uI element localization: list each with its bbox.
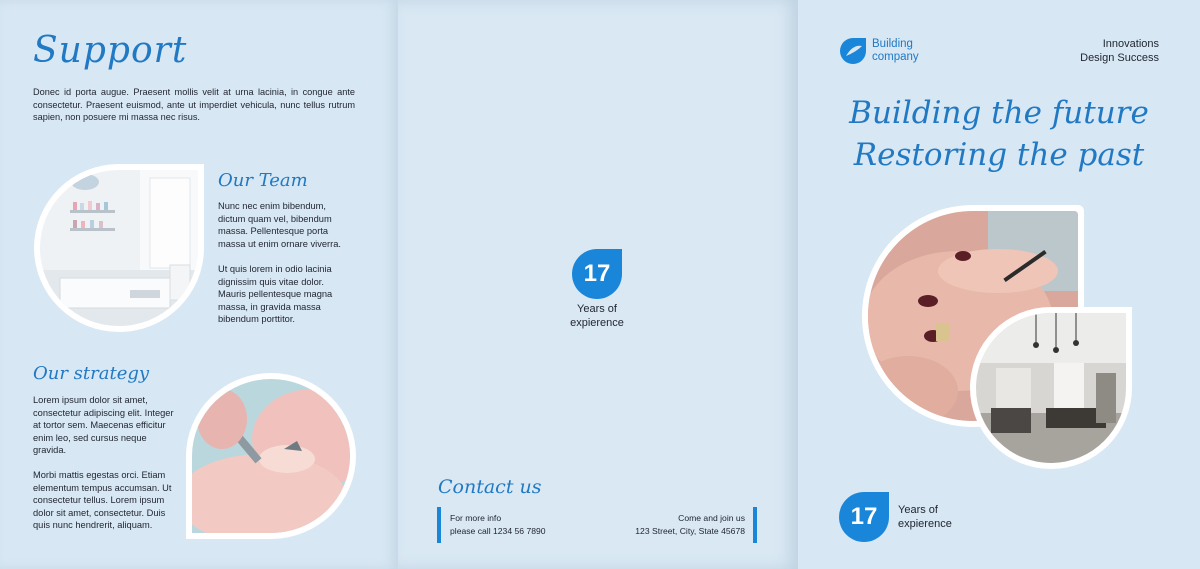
contact-address-line-2: 123 Street, City, State 45678 (635, 525, 745, 536)
hero-heading (798, 92, 1200, 176)
logo-text (872, 38, 919, 64)
contact-phone-line-2: please call 1234 56 7890 (450, 525, 546, 536)
contact-address-block (635, 512, 745, 537)
our-team-text-2: Ut quis lorem in odio lacinia dignissim quis vitae dolor. Mauris pellentesque magna massa, in gravida massa bibendum porttitor. (218, 264, 333, 324)
manicure-file-image (192, 379, 350, 533)
hero-line-2: Restoring the past (853, 137, 1145, 173)
tagline-line-1: Innovations (1102, 38, 1159, 50)
salon-room-image (976, 313, 1126, 463)
panel-left (0, 0, 398, 569)
salon-room-photo (970, 307, 1132, 469)
years-label (538, 302, 656, 330)
our-strategy-text-1: Lorem ipsum dolor sit amet, consectetur adipiscing elit. Integer at tortor sem. Maecenas efficitur enim leo, sed cursus neque gravida. (33, 395, 174, 455)
tagline-line-2: Design Success (1080, 52, 1159, 64)
years-label-right-line-2: expierence (898, 518, 952, 530)
contact-phone-line-1: For more info (450, 513, 502, 523)
years-label-right-line-1: Years of (898, 504, 938, 516)
logo-line-2: company (872, 51, 919, 63)
years-badge (572, 249, 622, 299)
our-strategy-text-2: Morbi mattis egestas orci. Etiam elementum tempus accumsan. Ut consectetur tellus. Lorem ipsum dolor sit amet, consectetur. Duis quis nunc hendrerit, aliquam. (33, 470, 172, 530)
manicure-file-photo (186, 373, 356, 539)
contact-phone-block (450, 512, 546, 537)
support-intro: Donec id porta augue. Praesent mollis velit at urna lacinia, in congue ante consectetur. Praesent euismod, ante ut imperdiet vehicula, nunc tellus rutrum sapien, non posuere mi massa nec risus. (33, 87, 355, 122)
contact-title: Contact us (438, 476, 542, 498)
salon-interior-image (40, 170, 198, 326)
our-team-title: Our Team (218, 170, 308, 191)
our-team-text-1: Nunc nec enim bibendum, dictum quam vel, bibendum massa. Pellentesque porta massa ut enim ornare viverra. (218, 201, 341, 249)
tagline (1080, 37, 1159, 65)
hero-line-1: Building the future (849, 95, 1149, 131)
contact-right-accent-bar (753, 507, 757, 543)
panel-middle (398, 0, 798, 569)
contact-left-accent-bar (437, 507, 441, 543)
logo-line-1: Building (872, 38, 913, 50)
years-badge-right (839, 492, 889, 542)
contact-address-line-1: Come and join us (678, 513, 745, 523)
company-logo (838, 36, 919, 66)
years-label-line-1: Years of (577, 303, 617, 315)
years-number-right: 17 (850, 503, 878, 530)
years-label-right (898, 503, 952, 531)
panel-right (798, 0, 1200, 569)
salon-interior-photo (34, 164, 204, 332)
support-title: Support (33, 30, 188, 71)
our-strategy-title: Our strategy (33, 363, 150, 384)
years-label-line-2: expierence (570, 317, 624, 329)
building-logo-icon (838, 36, 868, 66)
years-number: 17 (583, 260, 611, 287)
